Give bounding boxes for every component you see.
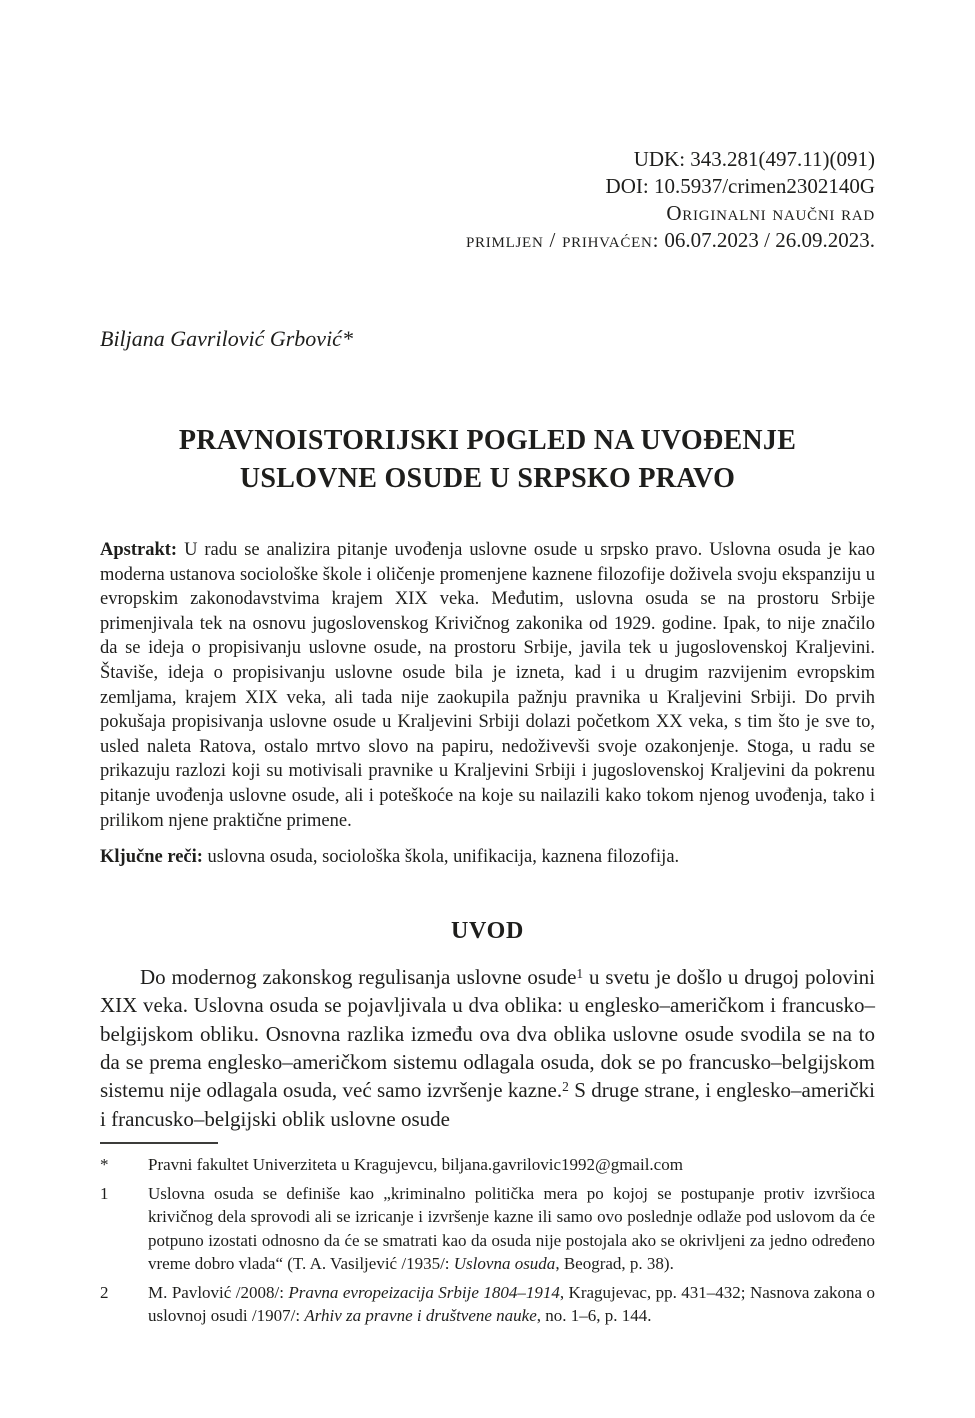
article-type-line: Originalni naučni rad — [666, 201, 875, 225]
author-footnote-mark: * — [341, 326, 353, 351]
intro-text-2: u svetu je došlo u drugoj polovini XIX veka. Uslovna osuda se pojavljivala u dva oblika: u englesko–američkom i francusko–belgijskom obliku. Osnovna razlika između ova dva oblika uslovne osude svodila se na to da se prema englesko–američkom sistemu odlagala osuda, dok se po francusko–belgijskom sistemu nije odlagala osuda, već samo izvršenje kazne. — [100, 964, 875, 1103]
fn2-cited-title-1: Pravna evropeizacija Srbije 1804–1914 — [288, 1282, 560, 1302]
doi-line: DOI: 10.5937/crimen2302140G — [605, 174, 875, 198]
fn1-cited-title: Uslovna osuda — [453, 1254, 556, 1274]
footnote-marker: * — [100, 1155, 109, 1175]
received-label: primljen / prihvaćen: — [465, 228, 660, 252]
fn2-text-3: , no. 1–6, p. 144. — [536, 1306, 652, 1326]
footnotes-section — [100, 1142, 875, 1328]
footnote-text — [148, 1281, 875, 1328]
footnote-2 — [100, 1281, 875, 1328]
fn2-text-2: , Kragujevac, pp. 431–432; Nasnova zakona o uslovnoj osudi /1907/: — [148, 1282, 876, 1326]
intro-text-3: S druge strane, i englesko–američki i francusko–belgijski oblik uslovne osude — [100, 1078, 876, 1131]
fn1-text-2: , Beograd, p. 38). — [555, 1254, 674, 1274]
udk-line: UDK: 343.281(497.11)(091) — [633, 147, 875, 171]
fn1-text-1: Uslovna osuda se definiše kao „kriminalno politička mera po kojoj se postupanje protiv izvršioca krivičnog dela sprovodi ali se izricanje i izvršenje kazne ili samo ovo poslednje odlaže pod uslovom da će potpuno izostati odnosno da će se smatrati kao da osuda nije postojala ako se okrivljeni za jedno određeno vreme dobro vlada“ (T. A. Vasiljević /1935/: — [148, 1183, 875, 1274]
intro-paragraph — [100, 963, 875, 1133]
author-line — [100, 326, 875, 352]
received-line — [100, 227, 875, 254]
author-name: Biljana Gavrilović Grbović — [100, 326, 342, 351]
footnote-text — [148, 1182, 875, 1276]
footnote-text: Pravni fakultet Univerziteta u Kragujevcu, biljana.gavrilovic1992@gmail.com — [148, 1155, 683, 1175]
article-title — [100, 422, 875, 498]
intro-text-1: Do modernog zakonskog regulisanja uslovne osude — [140, 964, 577, 989]
text-column — [100, 0, 875, 1328]
article-meta — [100, 0, 875, 254]
footnote-star — [100, 1153, 875, 1177]
footnote-marker: 1 — [100, 1183, 109, 1203]
fn2-text-1: M. Pavlović /2008/: — [148, 1282, 289, 1302]
received-dates: 06.07.2023 / 26.09.2023. — [659, 228, 875, 252]
keywords-label: Ključne reči: — [100, 847, 203, 868]
keywords-text: uslovna osuda, sociološka škola, unifikacija, kaznena filozofija. — [202, 847, 680, 868]
title-line-2: USLOVNE OSUDE U SRPSKO PRAVO — [239, 463, 736, 494]
footnote-ref-2: 2 — [562, 1079, 569, 1095]
section-heading-uvod: UVOD — [450, 917, 525, 944]
abstract-text: U radu se analizira pitanje uvođenja uslovne osude u srpsko pravo. Uslovna osuda je kao moderna ustanova sociološke škole i oličenje promenjene kaznene filozofije doživela svoju ekspanziju u evropskim zakonodavstvima krajem XIX veka. Međutim, uslovna osuda se na prostoru Srbije primenjivala tek na osnovu jugoslovenskog Krivičnog zakonika od 1929. godine. Ipak, to nije značilo da se ideja o propisivanju uslovne osude, na prostoru Srbije, javila tek u jugoslovenskoj Kraljevini. Štaviše, ideja o propisivanju uslovne osude bila je izneta, kad i u drugim razvijenim evropskim zemljama, krajem XIX veka, ali tada nije zaokupila pažnju pravnika u Kraljevini Srbiji. Do prvih pokušaja propisivanja uslovne osude u Kraljevini Srbiji dolazi početkom XX veka, s tim što je sve to, usled naleta Ratova, ostalo mrtvo slovo na papiru, nedoživevši svoje ozakonjenje. Stoga, u radu se prikazuju razlozi koji su motivisali pravnike u Kraljevini Srbiji i jugoslovenskoj Kraljevini da pokrenu pitanje uvođenja uslovne osude, ali i poteškoće na koje su nailazili kako tokom njenog uvođenja, tako i prilikom njene praktične primene. — [100, 540, 875, 831]
footnote-ref-1: 1 — [576, 965, 584, 981]
footnote-1 — [100, 1182, 875, 1276]
footnote-separator — [100, 1142, 218, 1144]
title-line-1: PRAVNOISTORIJSKI POGLED NA UVOĐENJE — [178, 425, 797, 456]
abstract-label: Apstrakt: — [100, 540, 178, 560]
footnote-marker: 2 — [100, 1282, 109, 1302]
fn2-cited-title-2: Arhiv za pravne i društvene nauke — [304, 1306, 537, 1326]
abstract-paragraph — [100, 538, 875, 833]
keywords-paragraph — [100, 845, 875, 870]
